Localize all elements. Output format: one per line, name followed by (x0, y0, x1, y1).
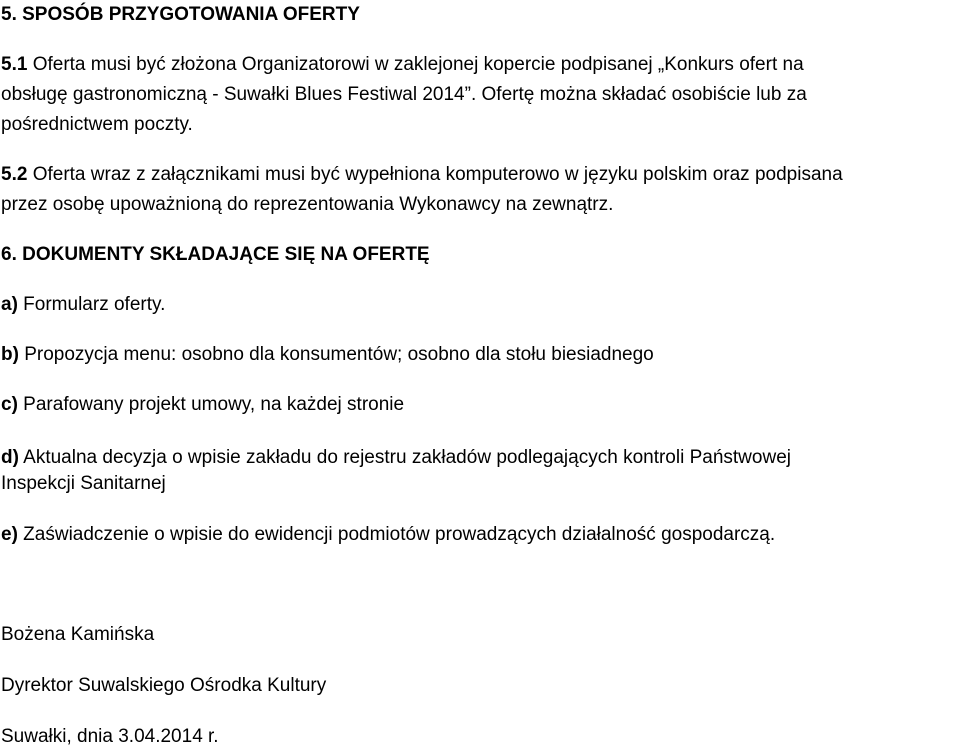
list-item-b (1, 343, 654, 367)
list-item-d-line-2: Inspekcji Sanitarnej (1, 473, 166, 494)
list-item-e-text: Zaświadczenie o wpisie do ewidencji podmiotów prowadzących działalność gospodarczą. (17, 524, 776, 545)
section-6-heading: 6. DOKUMENTY SKŁADAJĄCE SIĘ NA OFERTĘ (1, 244, 430, 265)
list-item-b-label: b) (1, 344, 19, 365)
signature-date: Suwałki, dnia 3.04.2014 r. (1, 726, 219, 747)
list-item-a (1, 293, 165, 317)
list-item-d-line-1 (1, 446, 791, 470)
paragraph-5-2-line-1 (1, 163, 843, 187)
paragraph-5-1-line-1 (1, 53, 804, 77)
list-item-c-text: Parafowany projekt umowy, na każdej stronie (17, 394, 405, 415)
signature-title: Dyrektor Suwalskiego Ośrodka Kultury (1, 675, 327, 696)
paragraph-5-2-line-2: przez osobę upoważnioną do reprezentowania Wykonawcy na zewnątrz. (1, 194, 614, 215)
section-5-heading: 5. SPOSÓB PRZYGOTOWANIA OFERTY (1, 4, 360, 25)
list-item-d-text: Aktualna decyzja o wpisie zakładu do rejestru zakładów podlegających kontroli Państwowej (18, 447, 791, 468)
paragraph-5-1-line-2: obsługę gastronomiczną - Suwałki Blues Festiwal 2014”. Ofertę można składać osobiście lub za (1, 84, 807, 105)
signature-name: Bożena Kamińska (1, 624, 155, 645)
paragraph-5-1-number: 5.1 (1, 54, 28, 75)
list-item-d-label: d) (1, 447, 19, 468)
list-item-c-label: c) (1, 394, 18, 415)
list-item-a-text: Formularz oferty. (17, 294, 166, 315)
list-item-e (1, 523, 775, 547)
paragraph-5-2-text: Oferta wraz z załącznikami musi być wypełniona komputerowo w języku polskim oraz podpisana (27, 164, 843, 185)
list-item-c (1, 393, 404, 417)
list-item-e-label: e) (1, 524, 18, 545)
paragraph-5-1-text: Oferta musi być złożona Organizatorowi w zaklejonej kopercie podpisanej „Konkurs ofert na (27, 54, 804, 75)
list-item-a-label: a) (1, 294, 18, 315)
paragraph-5-2-number: 5.2 (1, 164, 28, 185)
paragraph-5-1-line-3: pośrednictwem poczty. (1, 114, 193, 135)
list-item-b-text: Propozycja menu: osobno dla konsumentów; osobno dla stołu biesiadnego (18, 344, 654, 365)
